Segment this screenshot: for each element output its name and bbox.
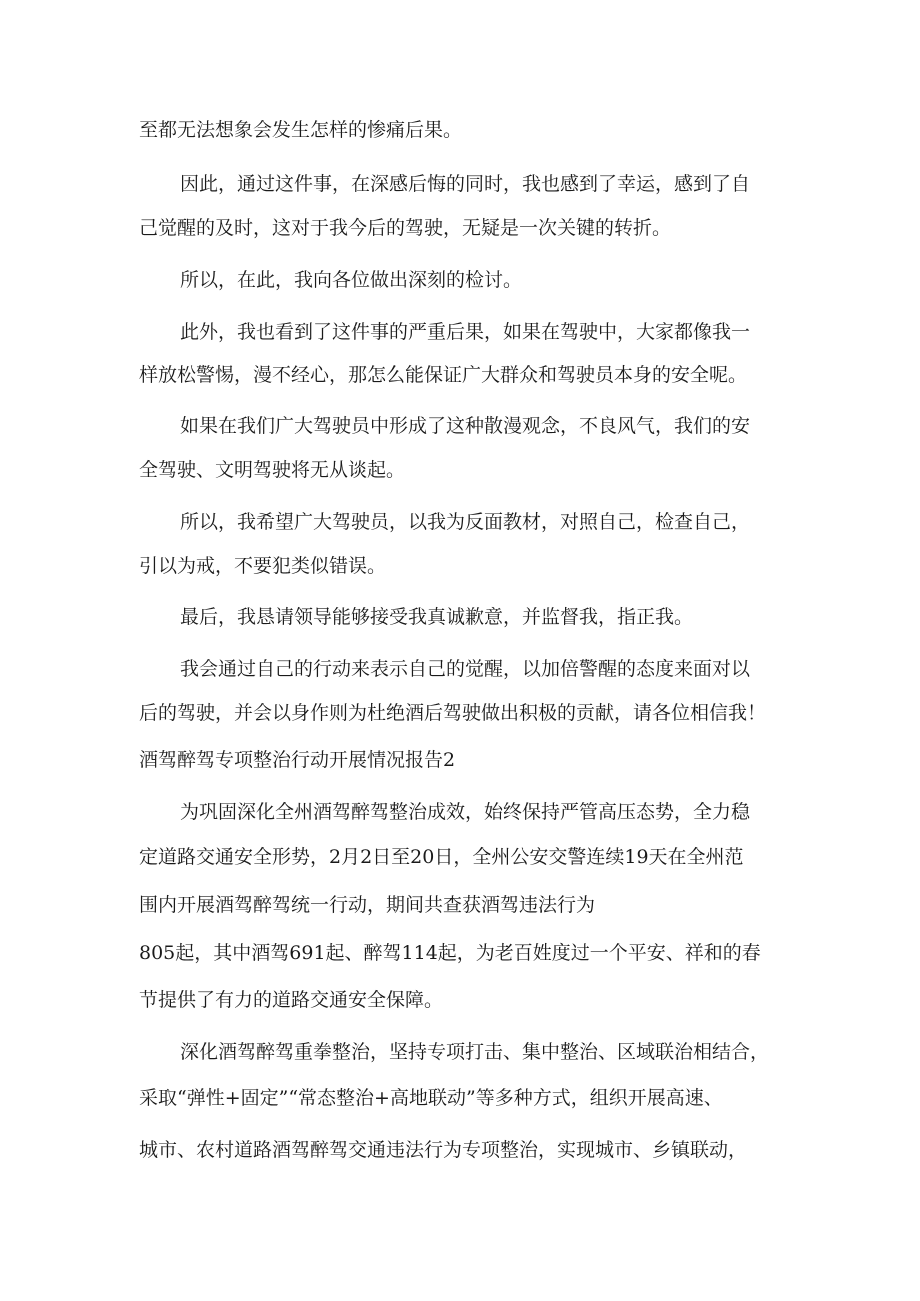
- text-line: 我会通过自己的行动来表示自己的觉醒，以加倍警醒的态度来面对以: [180, 658, 751, 680]
- text-line: 后的驾驶，并会以身作则为杜绝酒后驾驶做出积极的贡献，请各位相信我！: [139, 702, 767, 724]
- text-line: 样放松警惕，漫不经心，那怎么能保证广大群众和驾驶员本身的安全呢。: [139, 364, 748, 386]
- section-heading: 酒驾醉驾专项整治行动开展情况报告2: [139, 749, 456, 771]
- text-line: 节提供了有力的道路交通安全保障。: [139, 989, 444, 1011]
- text-line: 引以为戒，不要犯类似错误。: [139, 555, 387, 577]
- text-line: 至都无法想象会发生怎样的惨痛后果。: [139, 119, 463, 141]
- text-line: 城市、农村道路酒驾醉驾交通违法行为专项整治，实现城市、乡镇联动，: [139, 1139, 748, 1161]
- text-line: 全驾驶、文明驾驶将无从谈起。: [139, 459, 406, 481]
- text-line: 围内开展酒驾醉驾统一行动，期间共查获酒驾违法行为: [139, 894, 596, 916]
- text-line: 深化酒驾醉驾重拳整治，坚持专项打击、集中整治、区域联治相结合，: [180, 1041, 770, 1063]
- text-line: 己觉醒的及时，这对于我今后的驾驶，无疑是一次关键的转折。: [139, 217, 672, 239]
- text-line: 因此，通过这件事，在深感后悔的同时，我也感到了幸运，感到了自: [180, 173, 751, 195]
- text-line: 805起，其中酒驾691起、醉驾114起，为老百姓度过一个平安、祥和的春: [139, 942, 761, 964]
- text-line: 最后，我恳请领导能够接受我真诚歉意，并监督我，指正我。: [180, 606, 694, 628]
- text-line: 采取“弹性+固定”“常态整治+高地联动”等多种方式，组织开展高速、: [139, 1087, 723, 1109]
- text-line: 所以，在此，我向各位做出深刻的检讨。: [180, 269, 523, 291]
- text-line: 为巩固深化全州酒驾醉驾整治成效，始终保持严管高压态势，全力稳: [180, 801, 751, 823]
- text-line: 此外，我也看到了这件事的严重后果，如果在驾驶中，大家都像我一: [180, 321, 751, 343]
- text-line: 如果在我们广大驾驶员中形成了这种散漫观念，不良风气，我们的安: [180, 415, 751, 437]
- text-line: 定道路交通安全形势，2月2日至20日，全州公安交警连续19天在全州范: [139, 846, 744, 868]
- text-line: 所以，我希望广大驾驶员，以我为反面教材，对照自己，检查自己，: [180, 511, 751, 533]
